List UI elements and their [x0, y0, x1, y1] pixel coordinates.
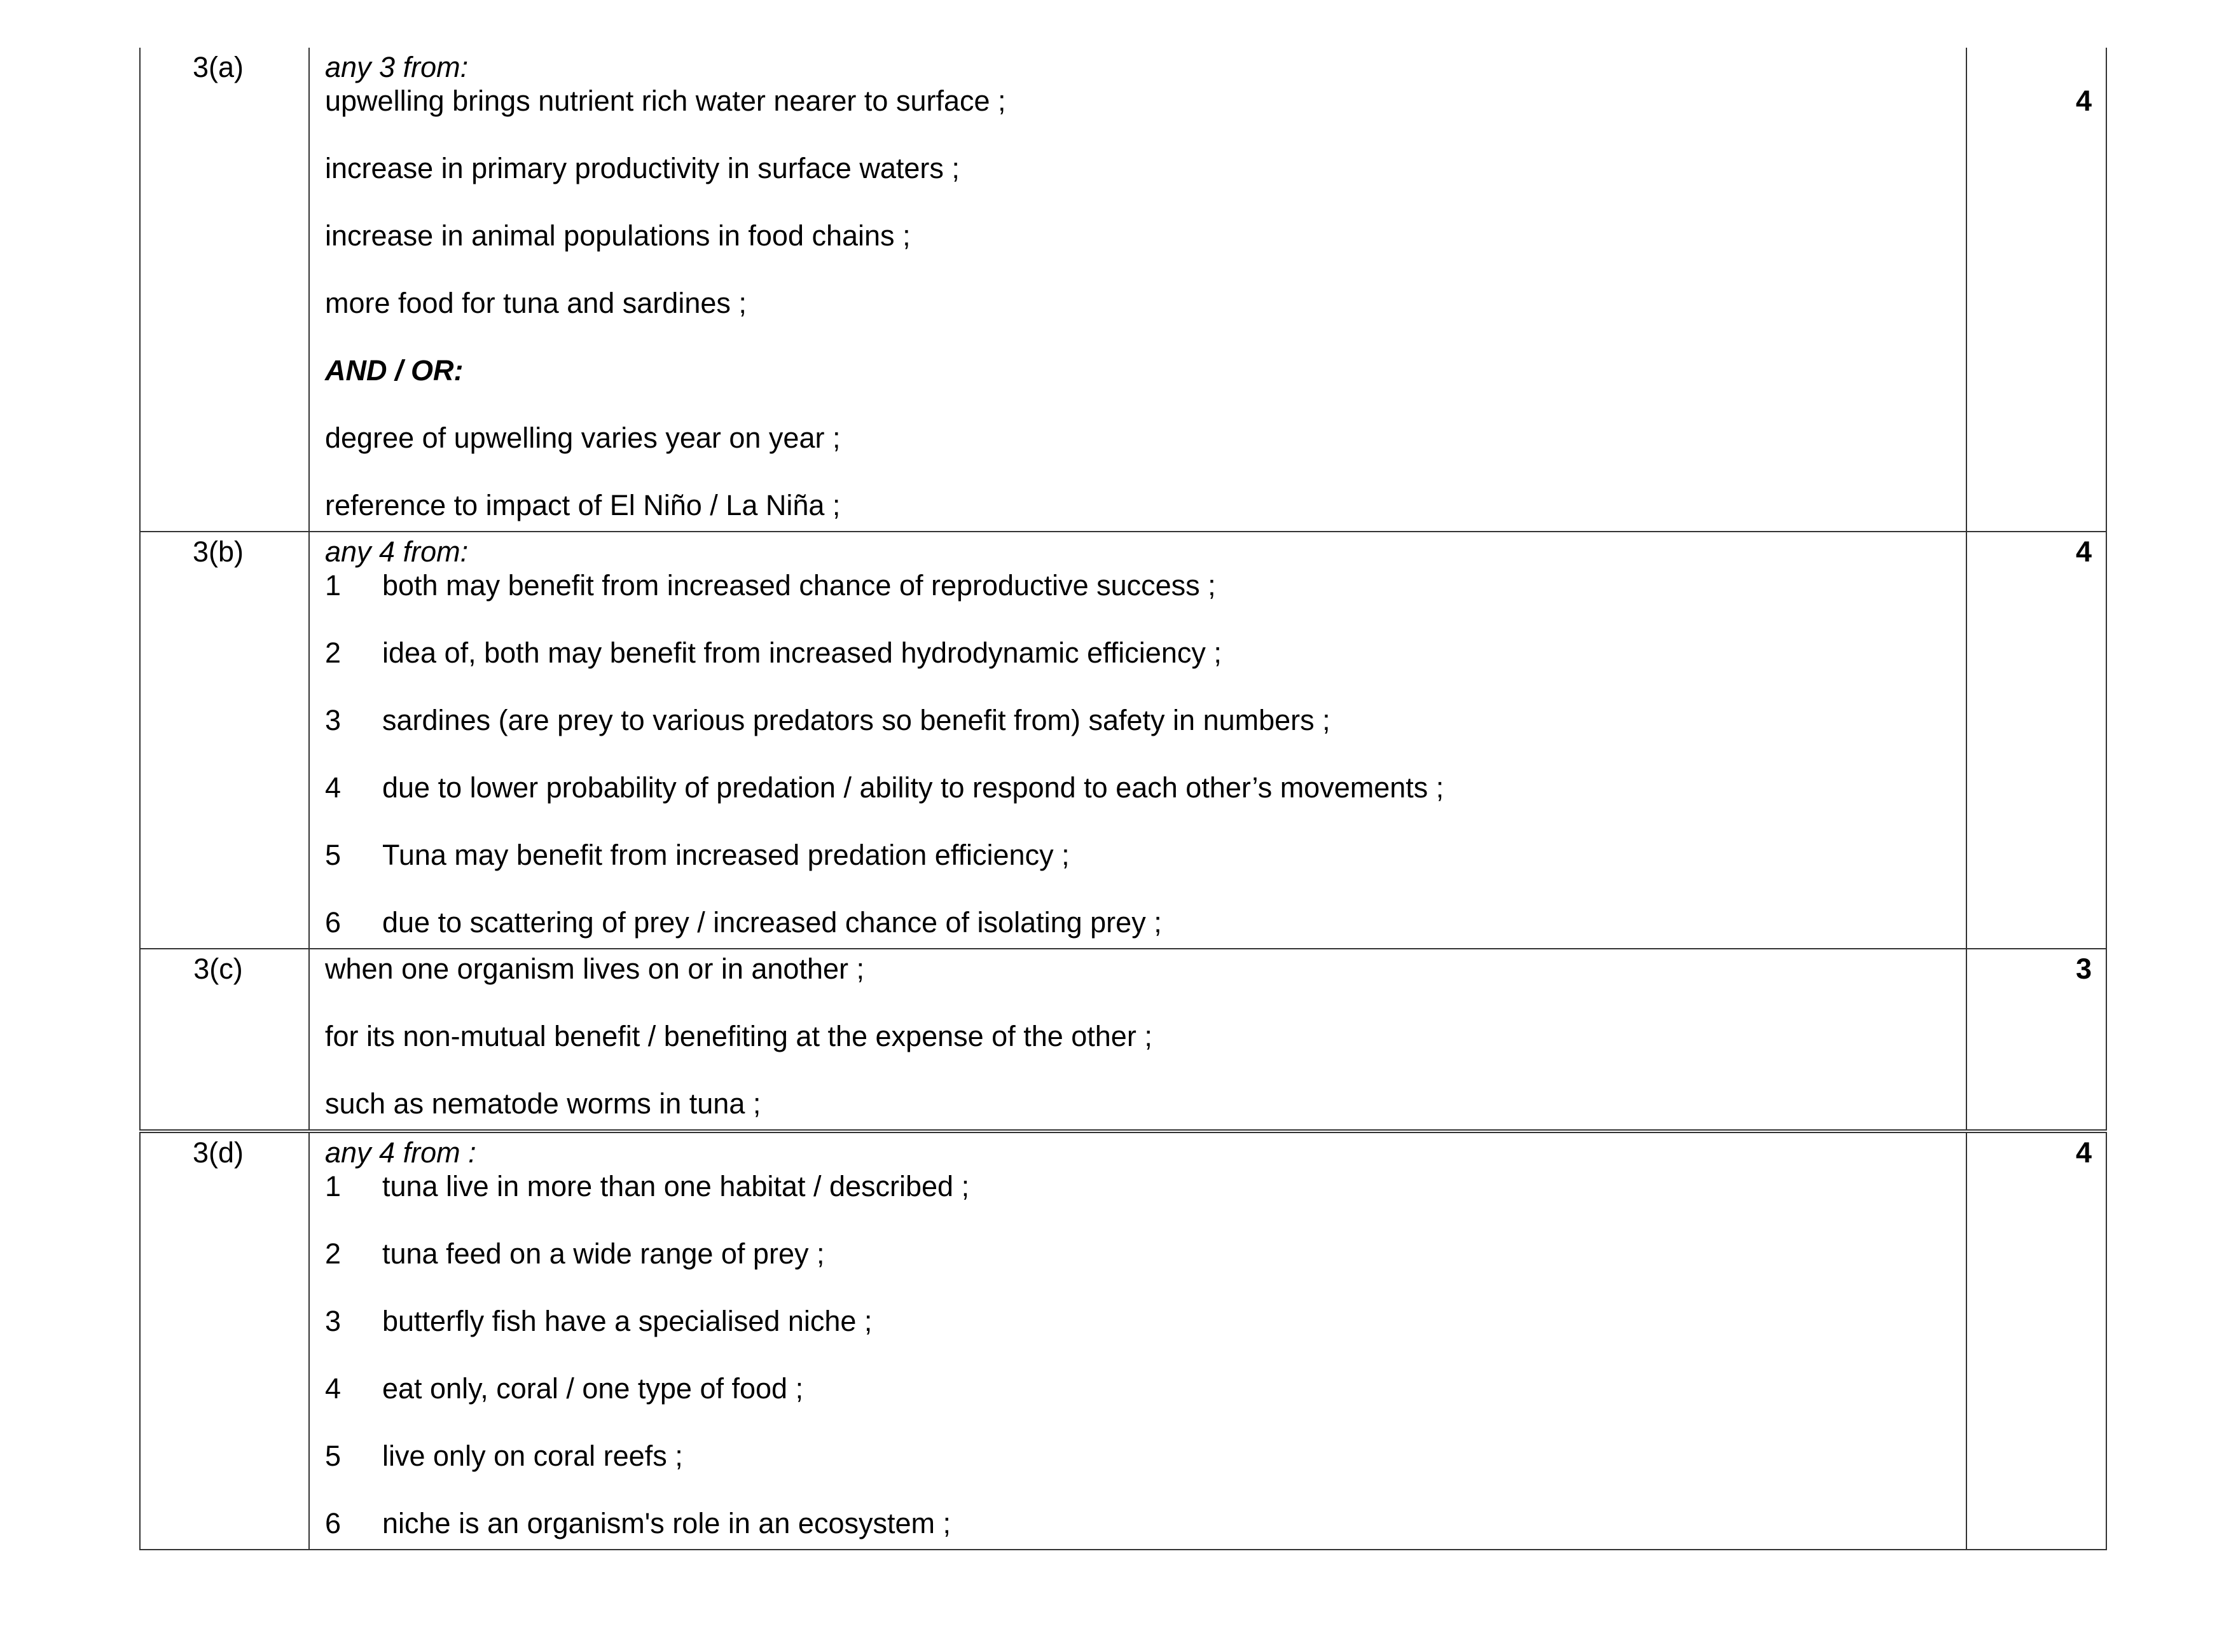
item-text: butterfly fish have a specialised niche ;: [382, 1305, 873, 1337]
marks-value: 4: [2075, 535, 2092, 568]
item-number: 4: [325, 771, 342, 804]
answer-line: reference to impact of El Niño / La Niña ;: [325, 489, 841, 521]
answer-intro: any 4 from :: [325, 1136, 476, 1169]
question-number: 3(b): [140, 532, 309, 949]
list-item: [325, 905, 1951, 939]
item-number: 5: [325, 1440, 342, 1472]
item-text: live only on coral reefs ;: [382, 1440, 683, 1472]
list-item: [325, 771, 1951, 804]
item-text: niche is an organism's role in an ecosystem ;: [382, 1507, 951, 1539]
item-number: 6: [325, 1507, 342, 1539]
marks-cell: [1966, 949, 2106, 1131]
question-row-3a: [140, 48, 2106, 532]
item-number: 1: [325, 569, 342, 602]
item-text: both may benefit from increased chance of reproductive success ;: [382, 569, 1216, 602]
answer-cell: [309, 949, 1966, 1131]
item-number: 2: [325, 1237, 342, 1270]
item-number: 2: [325, 637, 342, 669]
item-text: due to scattering of prey / increased chance of isolating prey ;: [382, 906, 1162, 939]
list-item: [325, 1237, 1951, 1270]
and-or-heading: AND / OR:: [325, 354, 464, 387]
list-item: [325, 1372, 1951, 1405]
question-row-3c: [140, 949, 2106, 1131]
answer-line: degree of upwelling varies year on year ;: [325, 422, 841, 454]
answer-cell: [309, 1131, 1966, 1550]
list-item: [325, 1169, 1951, 1203]
item-text: sardines (are prey to various predators so benefit from) safety in numbers ;: [382, 704, 1330, 736]
answer-line: more food for tuna and sardines ;: [325, 287, 747, 319]
answer-line: such as nematode worms in tuna ;: [325, 1087, 761, 1120]
item-text: tuna live in more than one habitat / described ;: [382, 1170, 970, 1202]
answer-cell: [309, 48, 1966, 532]
answer-line: increase in animal populations in food chains ;: [325, 219, 911, 252]
item-number: 1: [325, 1170, 342, 1202]
item-text: Tuna may benefit from increased predation efficiency ;: [382, 839, 1070, 871]
answer-cell: [309, 532, 1966, 949]
marks-value: 4: [2075, 1136, 2092, 1169]
question-number: 3(d): [140, 1131, 309, 1550]
marks-cell: [1966, 48, 2106, 532]
question-number: 3(a): [140, 48, 309, 532]
item-number: 4: [325, 1372, 342, 1405]
question-number: 3(c): [140, 949, 309, 1131]
list-item: [325, 838, 1951, 872]
answer-line: when one organism lives on or in another ;: [325, 953, 864, 985]
answer-line: upwelling brings nutrient rich water nearer to surface ;: [325, 85, 1006, 117]
item-text: due to lower probability of predation / ability to respond to each other’s movements ;: [382, 771, 1444, 804]
answer-intro: any 3 from:: [325, 51, 469, 83]
item-number: 3: [325, 1305, 342, 1337]
item-number: 6: [325, 906, 342, 939]
item-text: eat only, coral / one type of food ;: [382, 1372, 804, 1405]
item-number: 3: [325, 704, 342, 736]
marks-cell: [1966, 1131, 2106, 1550]
answer-line: for its non-mutual benefit / benefiting at the expense of the other ;: [325, 1020, 1152, 1052]
list-item: [325, 1439, 1951, 1473]
item-text: idea of, both may benefit from increased hydrodynamic efficiency ;: [382, 637, 1222, 669]
list-item: [325, 636, 1951, 670]
answer-line: increase in primary productivity in surface waters ;: [325, 152, 960, 184]
answer-intro: any 4 from:: [325, 535, 469, 568]
item-text: tuna feed on a wide range of prey ;: [382, 1237, 825, 1270]
marks-value: 3: [2075, 953, 2092, 985]
list-item: [325, 1506, 1951, 1540]
list-item: [325, 568, 1951, 602]
list-item: [325, 703, 1951, 737]
list-item: [325, 1304, 1951, 1338]
marks-value: 4: [2075, 85, 2092, 117]
question-row-3d: [140, 1131, 2106, 1550]
mark-scheme-table: [139, 48, 2107, 1550]
marks-cell: [1966, 532, 2106, 949]
item-number: 5: [325, 839, 342, 871]
question-row-3b: [140, 532, 2106, 949]
